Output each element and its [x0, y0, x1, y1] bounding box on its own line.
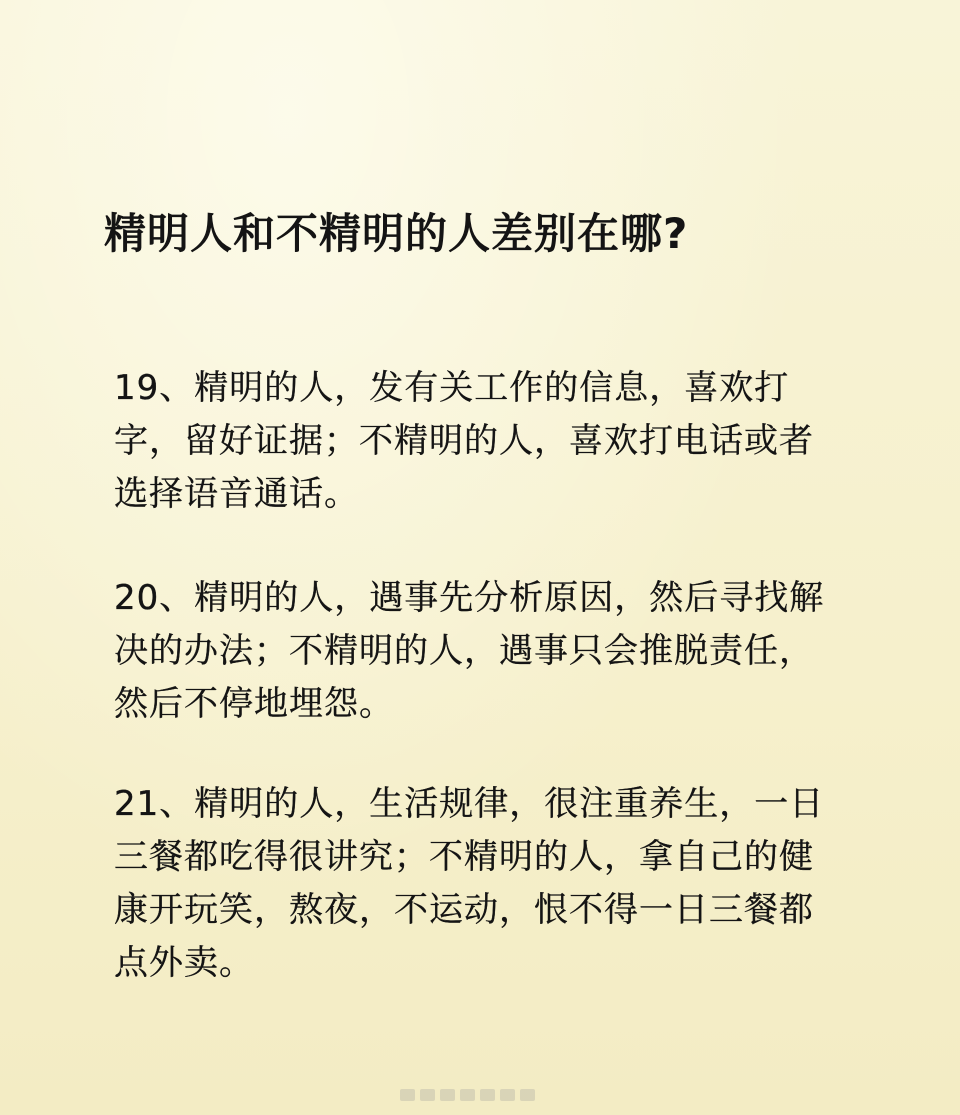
page-title: 精明人和不精明的人差别在哪? [104, 209, 689, 258]
paragraph-20: 20、精明的人，遇事先分析原因，然后寻找解决的办法；不精明的人，遇事只会推脱责任，然后不停地埋怨。 [114, 578, 825, 724]
watermark [400, 1086, 560, 1100]
paragraph-19: 19、精明的人，发有关工作的信息，喜欢打字，留好证据；不精明的人，喜欢打电话或者选择语音通话。 [114, 368, 814, 514]
paragraph-21: 21、精明的人，生活规律，很注重养生，一日三餐都吃得很讲究；不精明的人，拿自己的健康开玩笑，熬夜，不运动，恨不得一日三餐都点外卖。 [114, 784, 825, 983]
